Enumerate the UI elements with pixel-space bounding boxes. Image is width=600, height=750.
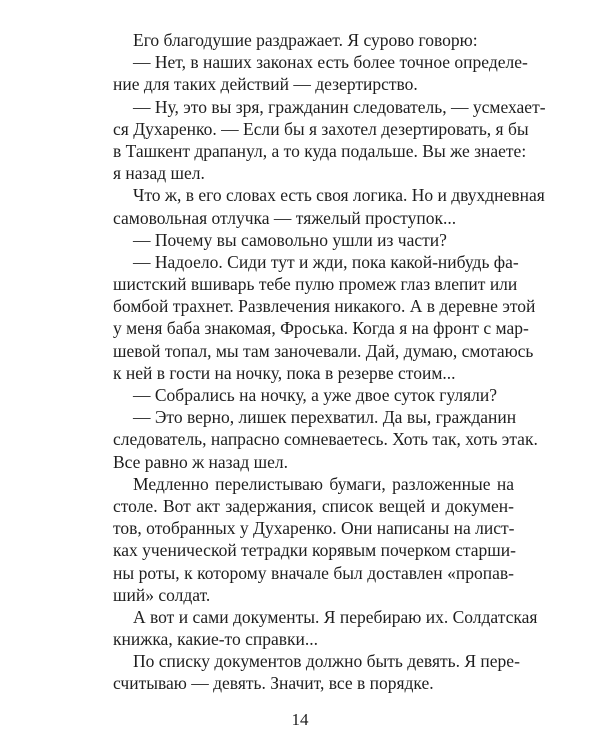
text-line: ние для таких действий — дезертирство.: [113, 74, 418, 95]
text-line: — Ну, это вы зря, гражданин следователь, — усмехает-: [133, 96, 546, 117]
text-line: у меня баба знакомая, Фроська. Когда я на фронт с мар-: [113, 318, 529, 339]
paragraph: [113, 606, 538, 650]
text-line: А вот и сами документы. Я перебираю их. Солдатская: [133, 606, 538, 627]
text-line: считываю — девять. Значит, все в порядке.: [113, 673, 434, 694]
text-line: — Надоело. Сиди тут и жди, пока какой-нибудь фа-: [133, 251, 519, 272]
paragraph: [113, 473, 514, 606]
text-line: — Собрались на ночку, а уже двое суток гуляли?: [133, 385, 498, 405]
text-line: к ней в гости на ночку, пока в резерве стоим...: [113, 362, 456, 383]
text-line: ся Духаренко. — Если бы я захотел дезертировать, я бы: [113, 118, 529, 139]
text-line: ший» солдат.: [113, 584, 211, 605]
text-line: следователь, напрасно сомневаетесь. Хоть так, хоть этак.: [113, 429, 538, 450]
text-line: я назад шел.: [113, 163, 205, 184]
text-line: — Это верно, лишек перехватил. Да вы, гражданин: [133, 407, 517, 428]
text-line: ны роты, к которому вначале был доставлен «пропав-: [113, 562, 514, 583]
page-number: 14: [291, 710, 309, 729]
text-line: ках ученической тетрадки корявым почерком старши-: [113, 540, 516, 561]
text-line: — Нет, в наших законах есть более точное определе-: [133, 52, 528, 73]
text-line: Все равно ж назад шел.: [113, 451, 288, 472]
text-line: шевой топал, мы там заночевали. Дай, думаю, смотаюсь: [113, 340, 534, 361]
text-line: самовольная отлучка — тяжелый проступок...: [113, 207, 457, 228]
text-line: По списку документов должно быть девять. Я пере-: [133, 651, 520, 672]
paragraph: [113, 384, 514, 406]
text-line: в Ташкент драпанул, а то куда подальше. Вы же знаете:: [113, 140, 527, 161]
paragraph: [113, 229, 514, 251]
text-line: шистский вшиварь тебе пулю промеж глаз влепит или: [113, 274, 518, 295]
page-body: [113, 29, 546, 695]
paragraph: [113, 184, 545, 228]
text-line: Его благодушие раздражает. Я сурово говорю:: [133, 30, 478, 50]
paragraph: [113, 251, 536, 384]
text-line: столе. Вот акт задержания, список вещей и докумен-: [113, 495, 514, 516]
text-line: — Почему вы самовольно ушли из части?: [133, 229, 447, 250]
paragraph: [113, 406, 538, 473]
paragraph: [113, 29, 514, 51]
text-line: бомбой трахнет. Развлечения никакого. А в деревне этой: [113, 296, 536, 317]
paragraph: [113, 650, 520, 694]
text-line: книжка, какие-то справки...: [113, 629, 318, 650]
paragraph: [113, 51, 528, 95]
text-line: Медленно перелистываю бумаги, разложенные на: [133, 473, 514, 494]
text-line: тов, отобранных у Духаренко. Они написаны на лист-: [113, 518, 515, 539]
text-line: Что ж, в его словах есть своя логика. Но и двухдневная: [133, 185, 545, 206]
paragraph: [113, 96, 546, 185]
